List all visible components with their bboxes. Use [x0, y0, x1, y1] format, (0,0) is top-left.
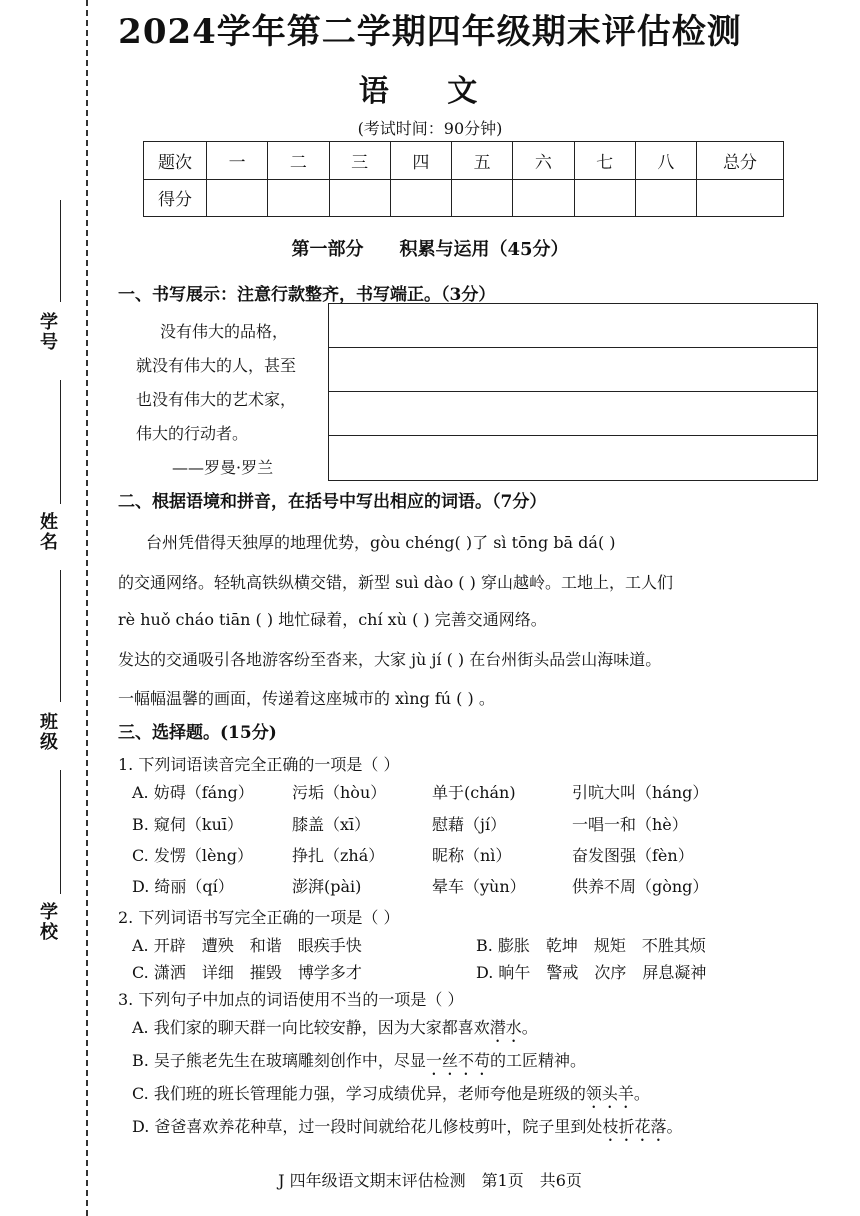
score-cell-q8: 八 [635, 142, 696, 180]
score-input-cell[interactable] [329, 179, 390, 217]
score-input-cell[interactable] [697, 179, 784, 217]
score-row-label: 得分 [144, 179, 207, 217]
q1-option[interactable]: D. 绮丽（qí） [132, 877, 234, 896]
q1-option[interactable]: C. 发愣（lèng） [132, 846, 253, 865]
score-cell-total: 总分 [697, 142, 784, 180]
q1-option-word: 一唱一和（hè） [572, 815, 688, 834]
class-field[interactable] [60, 570, 61, 702]
q1-option[interactable]: B. 窥伺（kuī） [132, 815, 244, 834]
fill-line: rè huǒ cháo tiān ( ) 地忙碌着，chí xù ( ) 完善交通网络。 [118, 610, 547, 629]
q1-option-word: 澎湃(pài) [292, 877, 362, 896]
q1-option-word: 奋发图强（fèn） [572, 846, 694, 865]
section2-heading: 二、根据语境和拼音，在括号中写出相应的词语。（7分） [118, 492, 547, 512]
q3-option-b[interactable] [132, 1048, 586, 1079]
score-table [143, 141, 784, 217]
fill-line: 发达的交通吸引各地游客纷至沓来，大家 jù jí ( ) 在台州街头品尝山海味道。 [118, 650, 662, 669]
score-table-header-row [144, 142, 784, 180]
score-input-cell[interactable] [452, 179, 513, 217]
q2-option[interactable]: B. 膨胀 乾坤 规矩 不胜其烦 [476, 936, 706, 955]
writing-line[interactable] [329, 392, 817, 436]
score-cell-q7: 七 [574, 142, 635, 180]
section1-heading: 一、书写展示：注意行款整齐，书写端正。（3分） [118, 285, 496, 305]
q3-option-text: B. 吴子熊老先生在玻璃雕刻创作中，尽显 [132, 1051, 426, 1070]
subject-title: 语 文 [358, 74, 502, 109]
side-label-name: 姓名 [37, 512, 58, 552]
dotted-word: 领头羊 [585, 1084, 634, 1103]
q3-option-c[interactable] [132, 1081, 650, 1112]
q2-option[interactable]: A. 开辟 遭殃 和谐 眼疾手快 [132, 936, 362, 955]
score-input-cell[interactable] [513, 179, 574, 217]
q1-option-word: 引吭大叫（háng） [572, 783, 709, 802]
quote-line: 也没有伟大的艺术家， [136, 390, 297, 409]
fill-line: 的交通网络。轻轨高铁纵横交错，新型 suì dào ( ) 穿山越岭。工地上，工人们 [118, 573, 673, 592]
q2-option[interactable]: C. 潇洒 详细 摧毁 博学多才 [132, 963, 362, 982]
q1-option-word: 慰藉（jí） [432, 815, 507, 834]
q1-option-word: 挣扎（zhá） [292, 846, 385, 865]
q1-option-word: 昵称（nì） [432, 846, 512, 865]
exam-time-note: (考试时间：90分钟) [357, 119, 503, 138]
question2-stem: 2. 下列词语书写完全正确的一项是（ ） [118, 908, 400, 927]
q2-option[interactable]: D. 晌午 警戒 次序 屏息凝神 [476, 963, 707, 982]
name-field[interactable] [60, 380, 61, 504]
part-heading [0, 235, 860, 261]
quote-author: ——罗曼·罗兰 [172, 458, 274, 477]
binding-margin-line [86, 0, 88, 1216]
page-footer: J 四年级语文期末评估检测 第1页 共6页 [278, 1171, 582, 1190]
question1-stem: 1. 下列词语读音完全正确的一项是（ ） [118, 755, 400, 774]
q3-option-text: D. 爸爸喜欢养花种草，过一段时间就给花儿修枝剪叶，院子里到处 [132, 1117, 603, 1136]
dotted-word: 一丝不苟 [425, 1051, 490, 1070]
fill-line: 一幅幅温馨的画面，传递着这座城市的 xìng fú ( ) 。 [118, 689, 495, 708]
score-input-cell[interactable] [207, 179, 268, 217]
q3-option-text: A. 我们家的聊天群一向比较安静，因为大家都喜欢 [132, 1018, 490, 1037]
part-title: 积累与运用（45分） [399, 239, 569, 260]
q1-option-word: 供养不周（gòng） [572, 877, 709, 896]
fill-line: 台州凭借得天独厚的地理优势，gòu chéng( )了 sì tōng bā dá( ) [146, 533, 616, 552]
quote-line: 伟大的行动者。 [136, 424, 249, 443]
score-cell-label: 题次 [144, 142, 207, 180]
q1-option[interactable]: A. 妨碍（fáng） [132, 783, 254, 802]
q3-option-text: 。 [633, 1084, 650, 1103]
writing-line[interactable] [329, 436, 817, 479]
q1-option-word: 膝盖（xī） [292, 815, 371, 834]
question3-stem: 3. 下列句子中加点的词语使用不当的一项是（ ） [118, 990, 464, 1009]
writing-line[interactable] [329, 304, 817, 348]
q3-option-text: 。 [521, 1018, 538, 1037]
score-cell-q5: 五 [452, 142, 513, 180]
q1-option-word: 晕车（yùn） [432, 877, 526, 896]
dotted-word: 潜水 [489, 1018, 522, 1037]
side-label-student-number: 学号 [37, 312, 58, 352]
quote-line: 没有伟大的品格， [160, 322, 289, 341]
q3-option-text: 。 [666, 1117, 683, 1136]
quote-line: 就没有伟大的人，甚至 [136, 356, 297, 375]
q1-option-word: 单于(chán) [432, 783, 516, 802]
score-input-cell[interactable] [635, 179, 696, 217]
school-field[interactable] [60, 770, 61, 894]
score-cell-q4: 四 [390, 142, 451, 180]
q3-option-text: C. 我们班的班长管理能力强，学习成绩优异，老师夸他是班级的 [132, 1084, 586, 1103]
side-label-class: 班级 [37, 712, 58, 752]
q1-option-word: 污垢（hòu） [292, 783, 387, 802]
score-cell-q2: 二 [268, 142, 329, 180]
dotted-word: 枝折花落 [602, 1117, 667, 1136]
score-cell-q1: 一 [207, 142, 268, 180]
part-name: 第一部分 [291, 239, 364, 260]
score-cell-q3: 三 [329, 142, 390, 180]
writing-line[interactable] [329, 348, 817, 392]
writing-practice-box[interactable] [328, 303, 818, 481]
score-cell-q6: 六 [513, 142, 574, 180]
section3-heading: 三、选择题。(15分) [118, 723, 277, 743]
q3-option-a[interactable] [132, 1015, 538, 1046]
q3-option-d[interactable] [132, 1114, 682, 1145]
score-input-cell[interactable] [268, 179, 329, 217]
exam-title: 2024学年第二学期四年级期末评估检测 [118, 12, 742, 52]
q3-option-text: 的工匠精神。 [489, 1051, 586, 1070]
score-table-score-row [144, 179, 784, 217]
score-input-cell[interactable] [574, 179, 635, 217]
side-label-school: 学校 [37, 902, 58, 942]
score-input-cell[interactable] [390, 179, 451, 217]
